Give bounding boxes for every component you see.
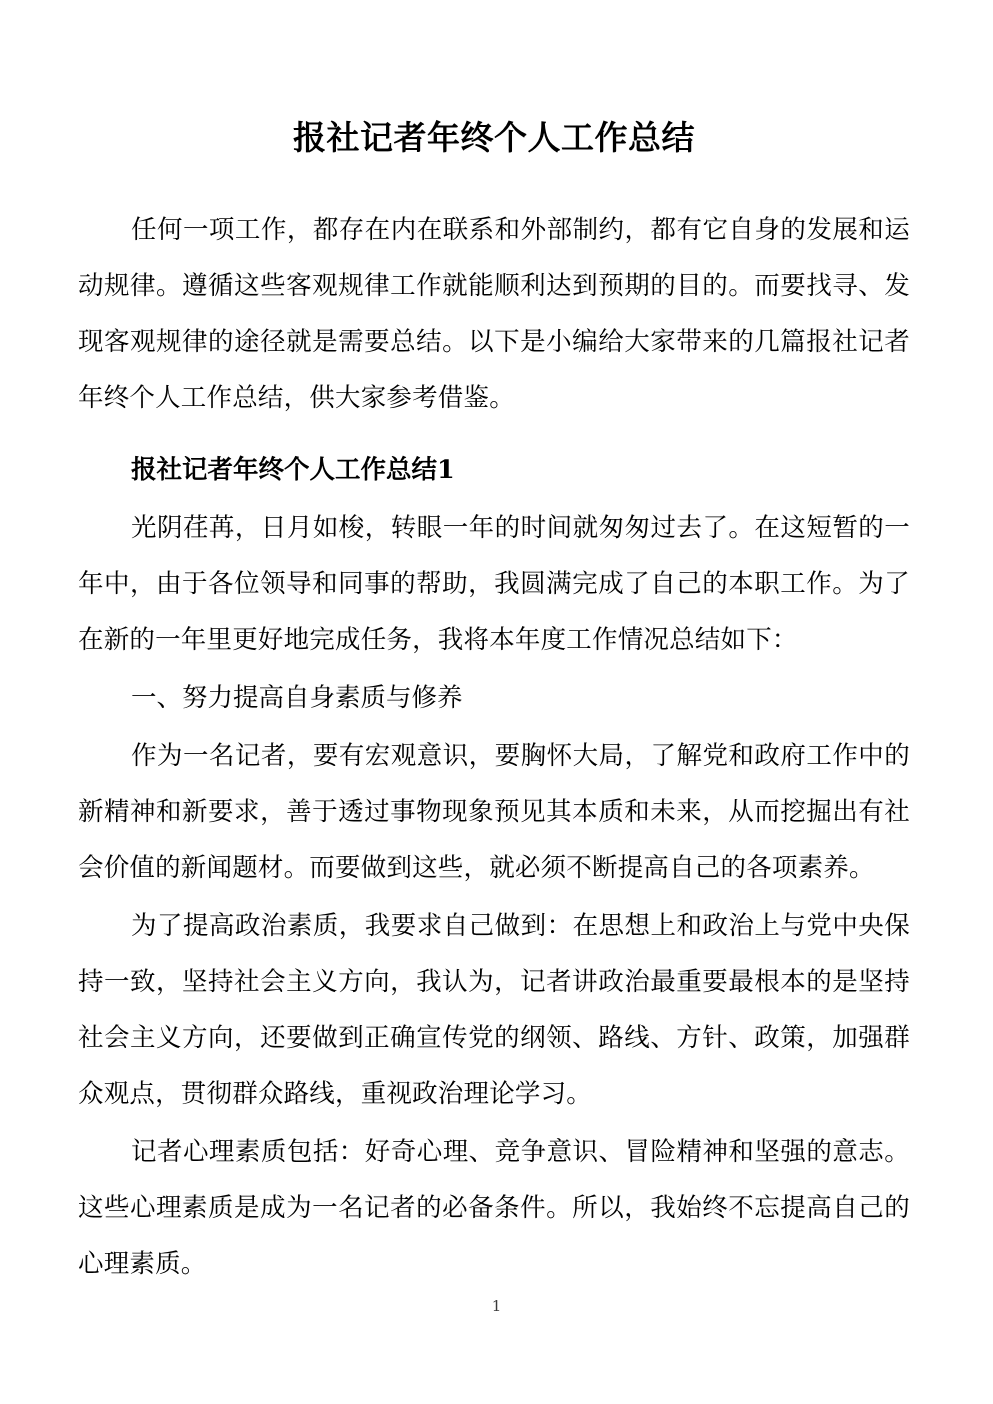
paragraph-psychological-quality: 记者心理素质包括：好奇心理、竞争意识、冒险精神和坚强的意志。这些心理素质是成为一名记者的必备条件。所以，我始终不忘提高自己的心理素质。 (78, 1137, 910, 1279)
page-number-footer: 1 (491, 1297, 502, 1315)
paragraph-macro-awareness: 作为一名记者，要有宏观意识，要胸怀大局，了解党和政府工作中的新精神和新要求，善于透过事物现象预见其本质和未来，从而挖掘出有社会价值的新闻题材。而要做到这些，就必须不断提高自己的各项素养。 (78, 741, 910, 883)
document-content (78, 0, 910, 1292)
section-1-title: 报社记者年终个人工作总结1 (131, 455, 455, 485)
paragraph-political-quality: 为了提高政治素质，我要求自己做到：在思想上和政治上与党中央保持一致，坚持社会主义方向，我认为，记者讲政治最重要最根本的是坚持社会主义方向，还要做到正确宣传党的纲领、路线、方针、政策，加强群众观点，贯彻群众路线，重视政治理论学习。 (78, 911, 910, 1109)
intro-paragraph: 任何一项工作，都存在内在联系和外部制约，都有它自身的发展和运动规律。遵循这些客观规律工作就能顺利达到预期的目的。而要找寻、发现客观规律的途径就是需要总结。以下是小编给大家带来的几篇报社记者年终个人工作总结，供大家参考借鉴。 (78, 215, 910, 413)
heading-one: 一、努力提高自身素质与修养 (131, 683, 463, 713)
opening-paragraph: 光阴荏苒，日月如梭，转眼一年的时间就匆匆过去了。在这短暂的一年中，由于各位领导和同事的帮助，我圆满完成了自己的本职工作。为了在新的一年里更好地完成任务，我将本年度工作情况总结如下： (78, 513, 910, 655)
page-title: 报社记者年终个人工作总结 (293, 118, 695, 157)
